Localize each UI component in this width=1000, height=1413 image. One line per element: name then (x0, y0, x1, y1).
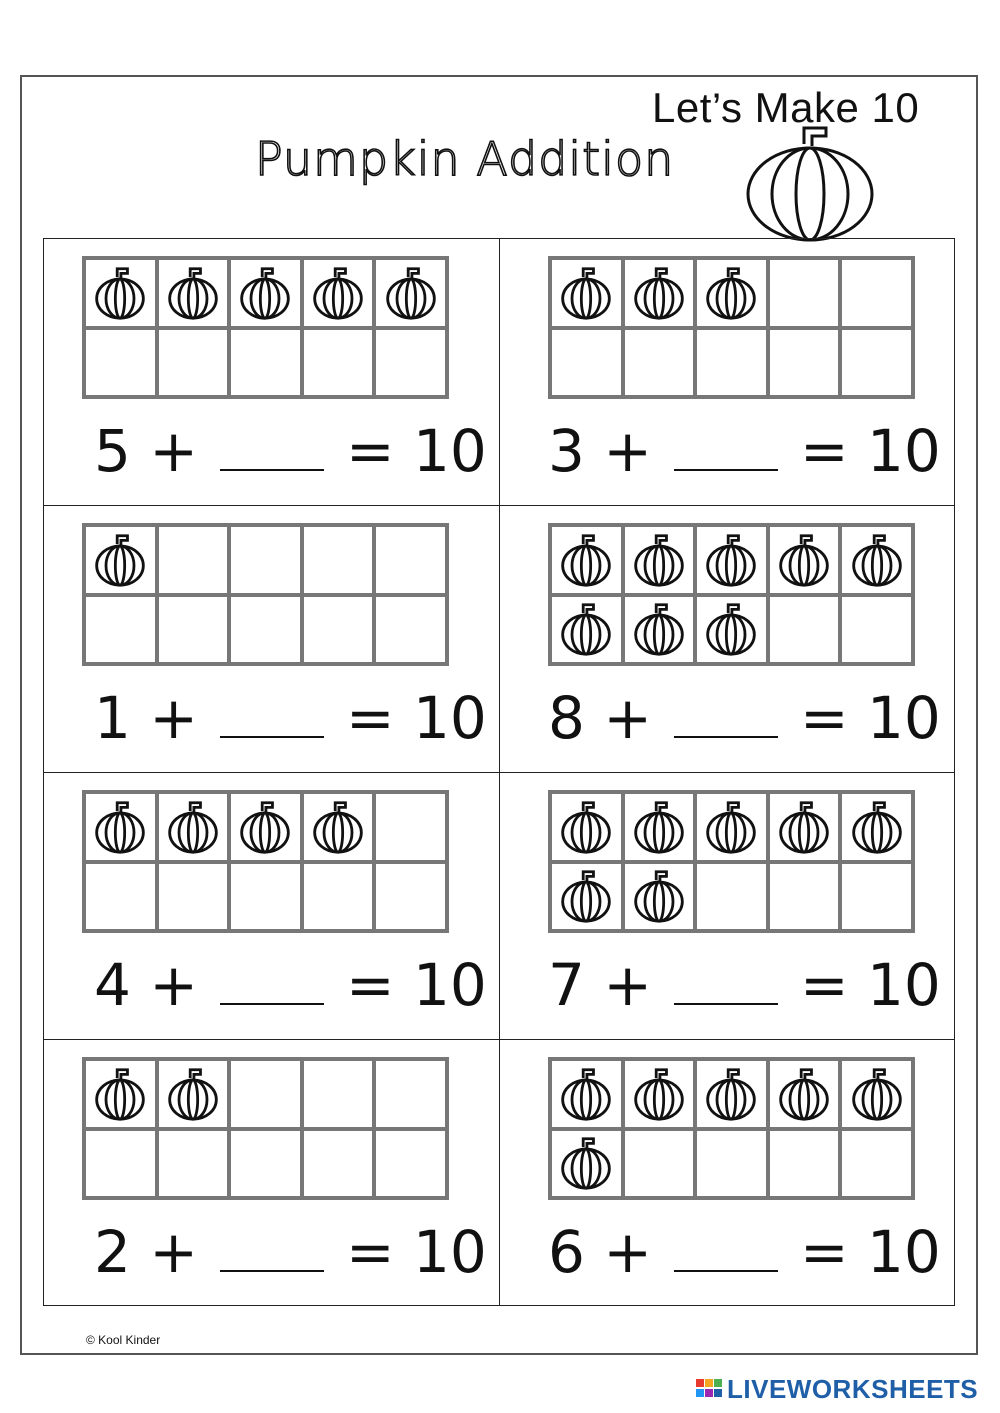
ten-frame-box (550, 792, 623, 862)
ten-frame-box (550, 328, 623, 398)
ten-frame-box (84, 595, 157, 665)
problem-cell (43, 238, 499, 505)
ten-frame-box (695, 1129, 768, 1199)
pumpkin-icon (558, 799, 614, 855)
answer-blank[interactable] (674, 1260, 778, 1272)
problem-cell (43, 772, 499, 1039)
pumpkin-icon (631, 868, 687, 924)
worksheet-title: Pumpkin Addition (255, 132, 675, 186)
ten-frame-box (157, 525, 230, 595)
ten-frame-box (229, 525, 302, 595)
ten-frame-box (768, 1129, 841, 1199)
equation-addend: 5 + (94, 417, 198, 485)
pumpkin-icon (631, 799, 687, 855)
pumpkin-icon (558, 1066, 614, 1122)
pumpkin-icon (165, 1066, 221, 1122)
copyright-text: © Kool Kinder (86, 1333, 161, 1347)
ten-frame-box (374, 595, 447, 665)
pumpkin-icon (92, 799, 148, 855)
equation-sum: = 10 (799, 417, 941, 485)
pumpkin-icon (849, 1066, 905, 1122)
ten-frame-box (768, 1059, 841, 1129)
pumpkin-icon (740, 122, 880, 244)
problem-grid (43, 238, 955, 1305)
ten-frame-box (84, 1129, 157, 1199)
addition-equation (94, 951, 487, 1019)
ten-frame-box (768, 258, 841, 328)
equation-addend: 4 + (94, 951, 198, 1019)
answer-blank[interactable] (674, 726, 778, 738)
addition-equation (94, 684, 487, 752)
addition-equation (548, 684, 941, 752)
ten-frame-box (840, 328, 913, 398)
equation-addend: 7 + (548, 951, 652, 1019)
ten-frame-box (374, 862, 447, 932)
pumpkin-icon (558, 1135, 614, 1191)
liveworksheets-logo-icon (695, 1377, 723, 1403)
ten-frame-box (84, 525, 157, 595)
ten-frame-box (768, 862, 841, 932)
ten-frame-box (157, 862, 230, 932)
addition-equation (548, 951, 941, 1019)
ten-frame-box (768, 792, 841, 862)
ten-frame-box (840, 595, 913, 665)
brand-logo (695, 1374, 978, 1405)
ten-frame-box (229, 595, 302, 665)
ten-frame-box (695, 862, 768, 932)
ten-frame-box (840, 258, 913, 328)
pumpkin-icon (92, 532, 148, 588)
ten-frame (82, 1057, 449, 1200)
ten-frame-box (302, 1059, 375, 1129)
ten-frame-box (550, 1059, 623, 1129)
ten-frame-box (623, 1059, 696, 1129)
addition-equation (94, 1218, 487, 1286)
ten-frame-box (229, 1129, 302, 1199)
pumpkin-icon (703, 1066, 759, 1122)
ten-frame-box (84, 328, 157, 398)
ten-frame-box (157, 595, 230, 665)
ten-frame (548, 790, 915, 933)
ten-frame-box (695, 595, 768, 665)
pumpkin-icon (310, 265, 366, 321)
pumpkin-icon (703, 532, 759, 588)
ten-frame-box (768, 525, 841, 595)
ten-frame-box (157, 258, 230, 328)
equation-addend: 3 + (548, 417, 652, 485)
ten-frame-box (374, 1059, 447, 1129)
problem-cell (43, 1039, 499, 1306)
ten-frame-box (768, 328, 841, 398)
pumpkin-icon (703, 601, 759, 657)
pumpkin-icon (165, 799, 221, 855)
pumpkin-icon (776, 799, 832, 855)
ten-frame-box (623, 1129, 696, 1199)
problem-cell (499, 238, 955, 505)
pumpkin-icon (849, 532, 905, 588)
answer-blank[interactable] (674, 993, 778, 1005)
equation-addend: 8 + (548, 684, 652, 752)
ten-frame (82, 523, 449, 666)
pumpkin-icon (631, 532, 687, 588)
ten-frame-box (374, 258, 447, 328)
ten-frame-box (84, 258, 157, 328)
ten-frame-box (550, 1129, 623, 1199)
ten-frame-box (695, 1059, 768, 1129)
ten-frame-box (550, 525, 623, 595)
pumpkin-icon (631, 1066, 687, 1122)
ten-frame-box (302, 258, 375, 328)
equation-sum: = 10 (799, 951, 941, 1019)
pumpkin-icon (776, 532, 832, 588)
ten-frame (548, 256, 915, 399)
ten-frame-box (229, 328, 302, 398)
ten-frame-box (374, 328, 447, 398)
worksheet-subtitle: Let’s Make 10 (652, 84, 920, 131)
ten-frame-box (302, 595, 375, 665)
ten-frame-box (840, 1059, 913, 1129)
ten-frame-box (229, 862, 302, 932)
pumpkin-icon (558, 601, 614, 657)
pumpkin-icon (849, 799, 905, 855)
ten-frame-box (302, 862, 375, 932)
answer-blank[interactable] (220, 726, 324, 738)
ten-frame-box (157, 328, 230, 398)
ten-frame-box (374, 792, 447, 862)
ten-frame-box (157, 1059, 230, 1129)
pumpkin-icon (558, 532, 614, 588)
pumpkin-icon (558, 868, 614, 924)
ten-frame-box (623, 862, 696, 932)
pumpkin-icon (383, 265, 439, 321)
ten-frame-box (229, 792, 302, 862)
ten-frame-box (302, 1129, 375, 1199)
problem-cell (499, 1039, 955, 1306)
ten-frame-box (84, 862, 157, 932)
ten-frame-box (623, 258, 696, 328)
pumpkin-icon (703, 265, 759, 321)
addition-equation (548, 1218, 941, 1286)
pumpkin-icon (165, 265, 221, 321)
ten-frame-box (840, 862, 913, 932)
ten-frame-box (623, 328, 696, 398)
ten-frame-box (302, 328, 375, 398)
ten-frame (82, 790, 449, 933)
ten-frame (548, 523, 915, 666)
pumpkin-icon (92, 265, 148, 321)
ten-frame-box (550, 862, 623, 932)
ten-frame-box (302, 525, 375, 595)
answer-blank[interactable] (220, 459, 324, 471)
ten-frame-box (840, 792, 913, 862)
equation-sum: = 10 (799, 684, 941, 752)
ten-frame-box (695, 258, 768, 328)
ten-frame-box (84, 1059, 157, 1129)
ten-frame-box (157, 1129, 230, 1199)
equation-sum: = 10 (345, 1218, 487, 1286)
pumpkin-icon (237, 265, 293, 321)
ten-frame-box (695, 328, 768, 398)
pumpkin-icon (631, 601, 687, 657)
pumpkin-icon (703, 799, 759, 855)
pumpkin-icon (558, 265, 614, 321)
ten-frame-box (157, 792, 230, 862)
ten-frame-box (550, 258, 623, 328)
ten-frame (548, 1057, 915, 1200)
equation-sum: = 10 (799, 1218, 941, 1286)
ten-frame (82, 256, 449, 399)
pumpkin-icon (776, 1066, 832, 1122)
ten-frame-box (550, 595, 623, 665)
ten-frame-box (695, 525, 768, 595)
addition-equation (548, 417, 941, 485)
pumpkin-icon (631, 265, 687, 321)
ten-frame-box (229, 1059, 302, 1129)
equation-sum: = 10 (345, 951, 487, 1019)
problem-cell (43, 505, 499, 772)
ten-frame-box (302, 792, 375, 862)
ten-frame-box (229, 258, 302, 328)
brand-name: LIVEWORKSHEETS (727, 1374, 979, 1404)
pumpkin-icon (92, 1066, 148, 1122)
equation-addend: 1 + (94, 684, 198, 752)
pumpkin-icon (310, 799, 366, 855)
addition-equation (94, 417, 487, 485)
ten-frame-box (695, 792, 768, 862)
ten-frame-box (840, 525, 913, 595)
equation-addend: 2 + (94, 1218, 198, 1286)
answer-blank[interactable] (674, 459, 778, 471)
problem-cell (499, 505, 955, 772)
equation-sum: = 10 (345, 684, 487, 752)
ten-frame-box (623, 792, 696, 862)
pumpkin-icon (237, 799, 293, 855)
ten-frame-box (374, 525, 447, 595)
ten-frame-box (84, 792, 157, 862)
ten-frame-box (840, 1129, 913, 1199)
answer-blank[interactable] (220, 1260, 324, 1272)
ten-frame-box (623, 525, 696, 595)
ten-frame-box (768, 595, 841, 665)
problem-cell (499, 772, 955, 1039)
ten-frame-box (374, 1129, 447, 1199)
answer-blank[interactable] (220, 993, 324, 1005)
equation-sum: = 10 (345, 417, 487, 485)
equation-addend: 6 + (548, 1218, 652, 1286)
ten-frame-box (623, 595, 696, 665)
